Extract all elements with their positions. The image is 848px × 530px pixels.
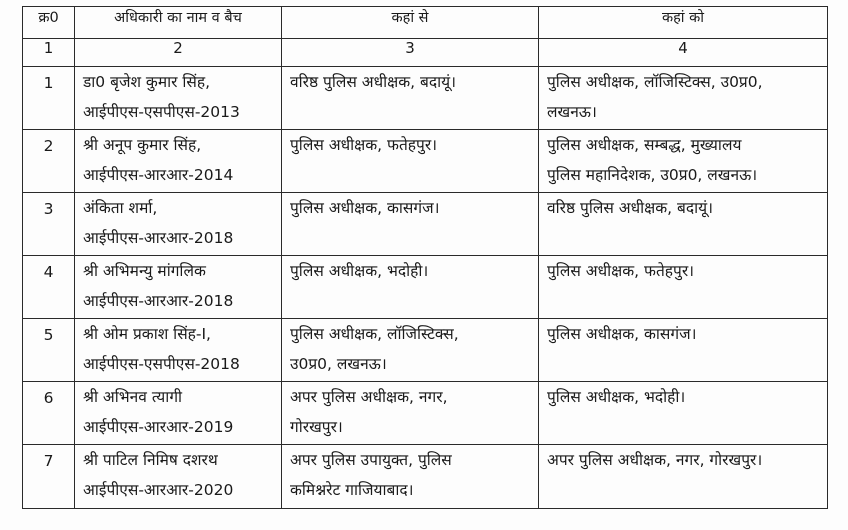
officer-batch: आईपीएस-एसपीएस-2018 bbox=[83, 355, 240, 373]
officer-cell bbox=[75, 256, 282, 319]
officer-name: डा0 बृजेश कुमार सिंह, bbox=[83, 73, 211, 91]
officer-name: श्री पाटिल निमिष दशरथ bbox=[83, 451, 218, 469]
officer-cell bbox=[75, 67, 282, 130]
officer-name: अंकिता शर्मा, bbox=[83, 199, 158, 217]
from-cell bbox=[282, 256, 539, 319]
officer-batch: आईपीएस-आरआर-2020 bbox=[83, 481, 234, 499]
to-line: पुलिस अधीक्षक, कासगंज। bbox=[547, 325, 697, 343]
header-to: कहां को bbox=[539, 7, 828, 39]
from-cell bbox=[282, 382, 539, 445]
header-from: कहां से bbox=[282, 7, 539, 39]
column-number: 1 bbox=[23, 39, 75, 67]
officer-cell bbox=[75, 130, 282, 193]
serial-number: 6 bbox=[23, 382, 75, 445]
officer-name: श्री अनूप कुमार सिंह, bbox=[83, 136, 202, 154]
table-row bbox=[23, 319, 828, 382]
header-row bbox=[23, 7, 828, 39]
serial-number: 3 bbox=[23, 193, 75, 256]
column-number-row bbox=[23, 39, 828, 67]
header-officer: अधिकारी का नाम व बैच bbox=[75, 7, 282, 39]
from-cell bbox=[282, 193, 539, 256]
from-cell bbox=[282, 67, 539, 130]
column-number: 3 bbox=[282, 39, 539, 67]
from-cell bbox=[282, 319, 539, 382]
from-line: वरिष्ठ पुलिस अधीक्षक, बदायूं। bbox=[290, 73, 456, 91]
to-cell bbox=[539, 67, 828, 130]
table-row bbox=[23, 130, 828, 193]
from-line: कमिश्नरेट गाजियाबाद। bbox=[290, 481, 414, 499]
to-line: पुलिस महानिदेशक, उ0प्र0, लखनऊ। bbox=[547, 166, 758, 184]
table-row bbox=[23, 193, 828, 256]
from-cell bbox=[282, 130, 539, 193]
officer-batch: आईपीएस-आरआर-2019 bbox=[83, 418, 234, 436]
from-line: उ0प्र0, लखनऊ। bbox=[290, 355, 387, 373]
table-row bbox=[23, 67, 828, 130]
table-row bbox=[23, 445, 828, 509]
officer-cell bbox=[75, 319, 282, 382]
from-line: गोरखपुर। bbox=[290, 418, 343, 436]
to-cell bbox=[539, 319, 828, 382]
table-row bbox=[23, 382, 828, 445]
to-line: पुलिस अधीक्षक, सम्बद्ध, मुख्यालय bbox=[547, 136, 742, 154]
officer-batch: आईपीएस-आरआर-2018 bbox=[83, 229, 234, 247]
table-row bbox=[23, 256, 828, 319]
officer-name: श्री अभिनव त्यागी bbox=[83, 388, 183, 406]
to-cell bbox=[539, 193, 828, 256]
from-line: पुलिस अधीक्षक, कासगंज। bbox=[290, 199, 440, 217]
serial-number: 1 bbox=[23, 67, 75, 130]
to-line: अपर पुलिस अधीक्षक, नगर, गोरखपुर। bbox=[547, 451, 763, 469]
to-line: वरिष्ठ पुलिस अधीक्षक, बदायूं। bbox=[547, 199, 713, 217]
to-line: पुलिस अधीक्षक, फतेहपुर। bbox=[547, 262, 695, 280]
officer-cell bbox=[75, 382, 282, 445]
officer-batch: आईपीएस-एसपीएस-2013 bbox=[83, 103, 240, 121]
transfer-table bbox=[22, 6, 828, 509]
officer-name: श्री अभिमन्यु मांगलिक bbox=[83, 262, 206, 280]
to-cell bbox=[539, 256, 828, 319]
to-line: पुलिस अधीक्षक, भदोही। bbox=[547, 388, 686, 406]
to-line: पुलिस अधीक्षक, लॉजिस्टिक्स, उ0प्र0, bbox=[547, 73, 763, 91]
serial-number: 5 bbox=[23, 319, 75, 382]
from-line: अपर पुलिस उपायुक्त, पुलिस bbox=[290, 451, 452, 469]
officer-cell bbox=[75, 193, 282, 256]
officer-name: श्री ओम प्रकाश सिंह-I, bbox=[83, 325, 211, 343]
to-cell bbox=[539, 130, 828, 193]
officer-batch: आईपीएस-आरआर-2014 bbox=[83, 166, 234, 184]
serial-number: 4 bbox=[23, 256, 75, 319]
to-cell bbox=[539, 382, 828, 445]
from-line: पुलिस अधीक्षक, भदोही। bbox=[290, 262, 429, 280]
column-number: 2 bbox=[75, 39, 282, 67]
column-number: 4 bbox=[539, 39, 828, 67]
officer-cell bbox=[75, 445, 282, 509]
header-sno: क्र0 bbox=[23, 7, 75, 39]
from-cell bbox=[282, 445, 539, 509]
to-line: लखनऊ। bbox=[547, 103, 597, 121]
from-line: पुलिस अधीक्षक, लॉजिस्टिक्स, bbox=[290, 325, 459, 343]
from-line: पुलिस अधीक्षक, फतेहपुर। bbox=[290, 136, 438, 154]
serial-number: 7 bbox=[23, 445, 75, 509]
from-line: अपर पुलिस अधीक्षक, नगर, bbox=[290, 388, 448, 406]
serial-number: 2 bbox=[23, 130, 75, 193]
officer-batch: आईपीएस-आरआर-2018 bbox=[83, 292, 234, 310]
to-cell bbox=[539, 445, 828, 509]
